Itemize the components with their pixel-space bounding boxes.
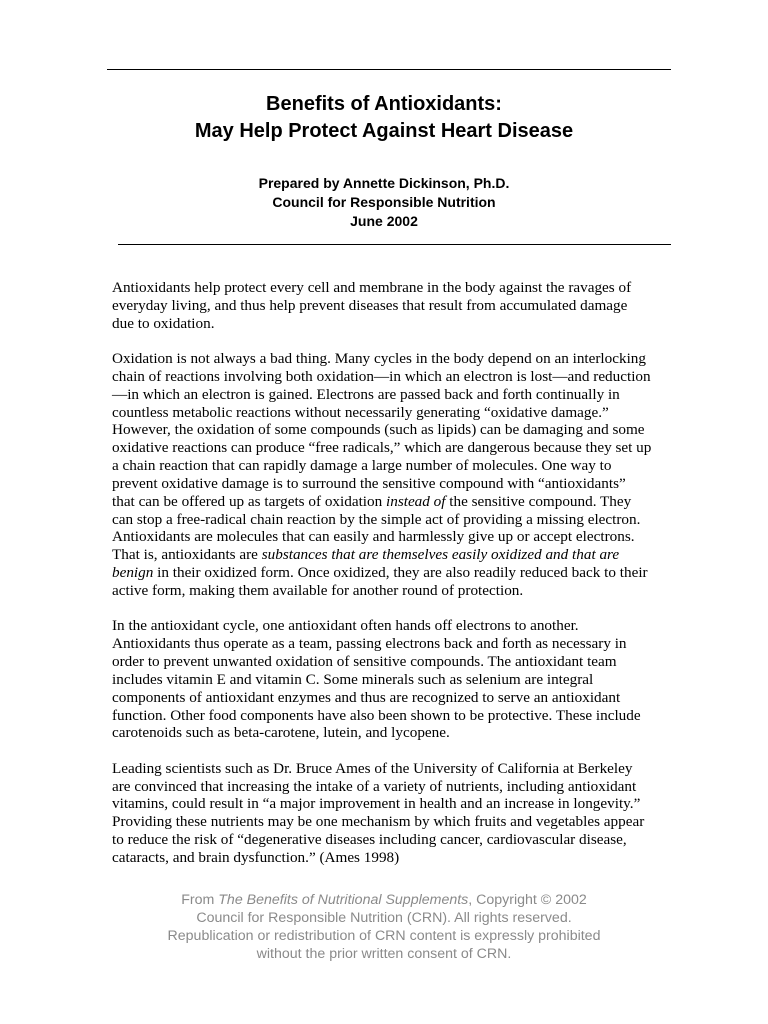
footer-copyright: , Copyright © 2002 — [468, 892, 587, 908]
title-line-1: Benefits of Antioxidants: — [266, 93, 502, 115]
paragraph-oxidation-part-2: the sensitive compound. They can stop a free-radical chain reaction by the simple act of providing a missing electron. Antioxidants are molecules that can easily and harmlessly give up or accept electrons. That is, antioxidants are — [112, 492, 641, 564]
paragraph-antioxidant-cycle: In the antioxidant cycle, one antioxidant often hands off electrons to another. Antioxidants thus operate as a team, passing electrons back and forth as necessary in order to prevent unwanted oxidation of sensitive compounds. The antioxidant team includes vitamin E and vitamin C. Some minerals such as selenium are integral components of antioxidant enzymes and thus are recognized to serve an antioxidant function. Other food components have also been shown to be protective. These include carotenoids such as beta-carotene, lutein, and lycopene. — [112, 617, 641, 742]
top-divider — [107, 69, 671, 70]
footer-line-2: Council for Responsible Nutrition (CRN). All rights reserved. — [196, 910, 572, 926]
publication-date: June 2002 — [350, 213, 418, 229]
footer-prefix: From — [181, 892, 219, 908]
byline — [0, 174, 768, 231]
document-title — [0, 91, 768, 145]
copyright-footer — [0, 891, 768, 963]
paragraph-oxidation-part-3: in their oxidized form. Once oxidized, they are also readily reduced back to their active form, making them available for another round of protection. — [112, 564, 648, 599]
document-body — [112, 279, 652, 884]
paragraph-oxidation-part-1: Oxidation is not always a bad thing. Many cycles in the body depend on an interlocking chain of reactions involving both oxidation—in which an electron is lost—and reduction—in which an electron is gained. Electrons are passed back and forth continually in countless metabolic reactions without necessarily generating “oxidative damage.” However, the oxidation of some compounds (such as lipids) can be damaging and some oxidative reactions can produce “free radicals,” which are dangerous because they set up a chain reaction that can rapidly damage a large number of molecules. One way to prevent oxidative damage is to surround the sensitive compound with “antioxidants” that can be offered up as targets of oxidation — [112, 350, 652, 510]
header-divider — [118, 244, 671, 245]
book-title: The Benefits of Nutritional Supplements — [218, 892, 469, 908]
footer-line-4: without the prior written consent of CRN. — [256, 946, 512, 962]
emphasis-instead-of: instead of — [386, 492, 446, 510]
organization: Council for Responsible Nutrition — [272, 194, 496, 210]
paragraph-scientists: Leading scientists such as Dr. Bruce Ames of the University of California at Berkeley are convinced that increasing the intake of a variety of nutrients, including antioxidant vitamins, could result in “a major improvement in health and an increase in longevity.” Providing these nutrients may be one mechanism by which fruits and vegetables appear to reduce the risk of “degenerative diseases including cancer, cardiovascular disease, cataracts, and brain dysfunction.” (Ames 1998) — [112, 759, 645, 866]
emphasis-substances: substances that are themselves easily oxidized and that are benign — [112, 546, 620, 582]
title-line-2: May Help Protect Against Heart Disease — [194, 120, 574, 142]
paragraph-intro: Antioxidants help protect every cell and membrane in the body against the ravages of everyday living, and thus help prevent diseases that result from accumulated damage due to oxidation. — [112, 279, 632, 332]
paragraph-oxidation — [112, 350, 652, 600]
footer-line-3: Republication or redistribution of CRN content is expressly prohibited — [167, 928, 601, 944]
author: Prepared by Annette Dickinson, Ph.D. — [258, 175, 510, 191]
footer-line-1 — [0, 891, 768, 909]
